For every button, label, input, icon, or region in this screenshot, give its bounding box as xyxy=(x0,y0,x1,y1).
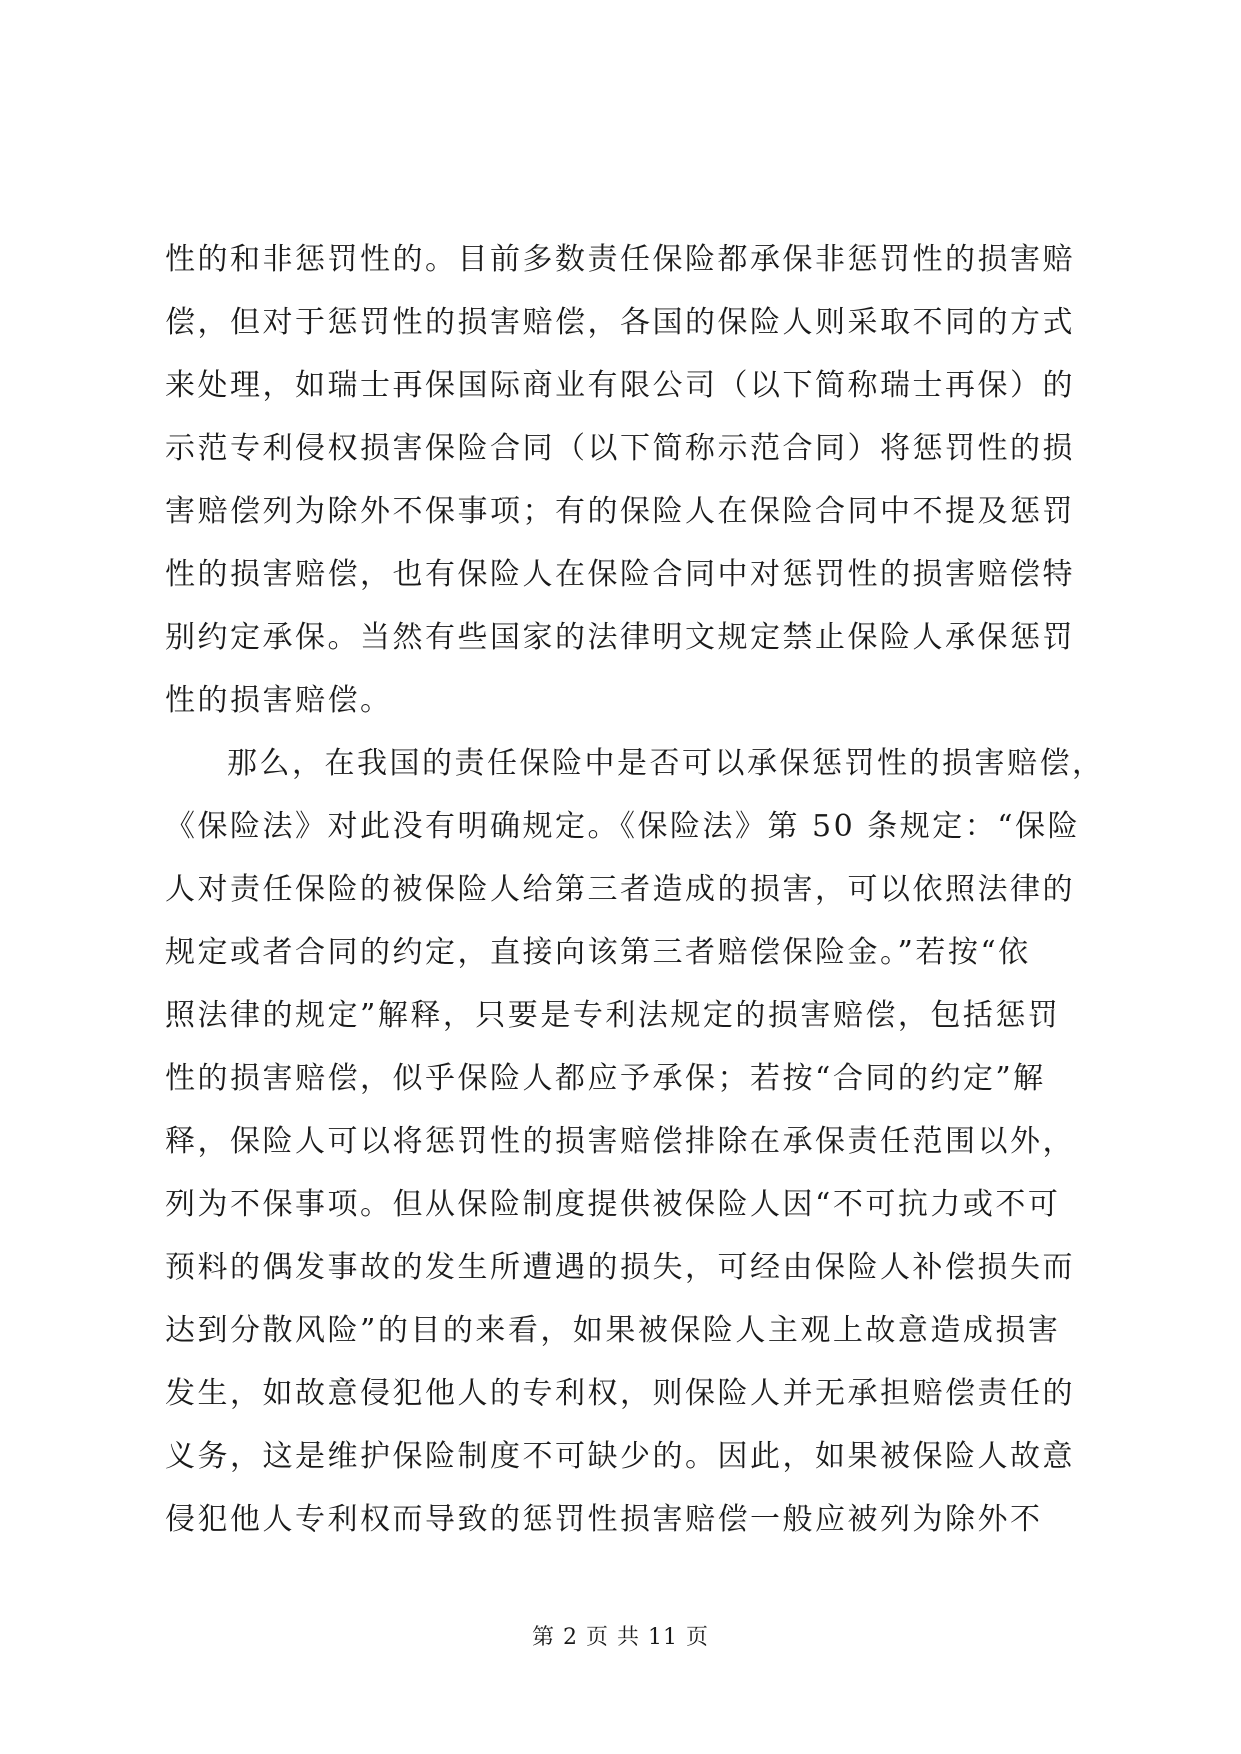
text-line: 发生，如故意侵犯他人的专利权，则保险人并无承担赔偿责任的 xyxy=(165,1376,1075,1411)
text-line: 性的损害赔偿。 xyxy=(165,683,393,718)
page-number-footer: 第 2 页 共 11 页 xyxy=(532,1625,709,1650)
text-line: 预料的偶发事故的发生所遭遇的损失，可经由保险人补偿损失而 xyxy=(165,1250,1075,1285)
text-line: 性的损害赔偿，似乎保险人都应予承保；若按“合同的约定”解 xyxy=(165,1061,1046,1096)
text-line: 来处理，如瑞士再保国际商业有限公司（以下简称瑞士再保）的 xyxy=(165,368,1075,403)
text-line: 侵犯他人专利权而导致的惩罚性损害赔偿一般应被列为除外不 xyxy=(165,1502,1043,1537)
text-line: 列为不保事项。但从保险制度提供被保险人因“不可抗力或不可 xyxy=(165,1187,1061,1222)
text-line: 性的和非惩罚性的。目前多数责任保险都承保非惩罚性的损害赔 xyxy=(165,242,1075,277)
document-body xyxy=(165,228,1105,1551)
text-line: 人对责任保险的被保险人给第三者造成的损害，可以依照法律的 xyxy=(165,872,1075,907)
text-line: 达到分散风险”的目的来看，如果被保险人主观上故意造成损害 xyxy=(165,1313,1061,1348)
text-line: 规定或者合同的约定，直接向该第三者赔偿保险金。”若按“依 xyxy=(165,935,1031,970)
text-line: 害赔偿列为除外不保事项；有的保险人在保险合同中不提及惩罚 xyxy=(165,494,1075,529)
text-line: 释，保险人可以将惩罚性的损害赔偿排除在承保责任范围以外， xyxy=(165,1124,1075,1159)
paragraph-start-line: 那么，在我国的责任保险中是否可以承保惩罚性的损害赔偿， xyxy=(227,746,1105,781)
text-line: 《保险法》对此没有明确规定。《保险法》第 50 条规定：“保险 xyxy=(165,809,1081,844)
text-line: 照法律的规定”解释，只要是专利法规定的损害赔偿，包括惩罚 xyxy=(165,998,1061,1033)
text-line: 偿，但对于惩罚性的损害赔偿，各国的保险人则采取不同的方式 xyxy=(165,305,1075,340)
text-line: 别约定承保。当然有些国家的法律明文规定禁止保险人承保惩罚 xyxy=(165,620,1075,655)
text-line: 示范专利侵权损害保险合同（以下简称示范合同）将惩罚性的损 xyxy=(165,431,1075,466)
text-line: 性的损害赔偿，也有保险人在保险合同中对惩罚性的损害赔偿特 xyxy=(165,557,1075,592)
text-line: 义务，这是维护保险制度不可缺少的。因此，如果被保险人故意 xyxy=(165,1439,1075,1474)
